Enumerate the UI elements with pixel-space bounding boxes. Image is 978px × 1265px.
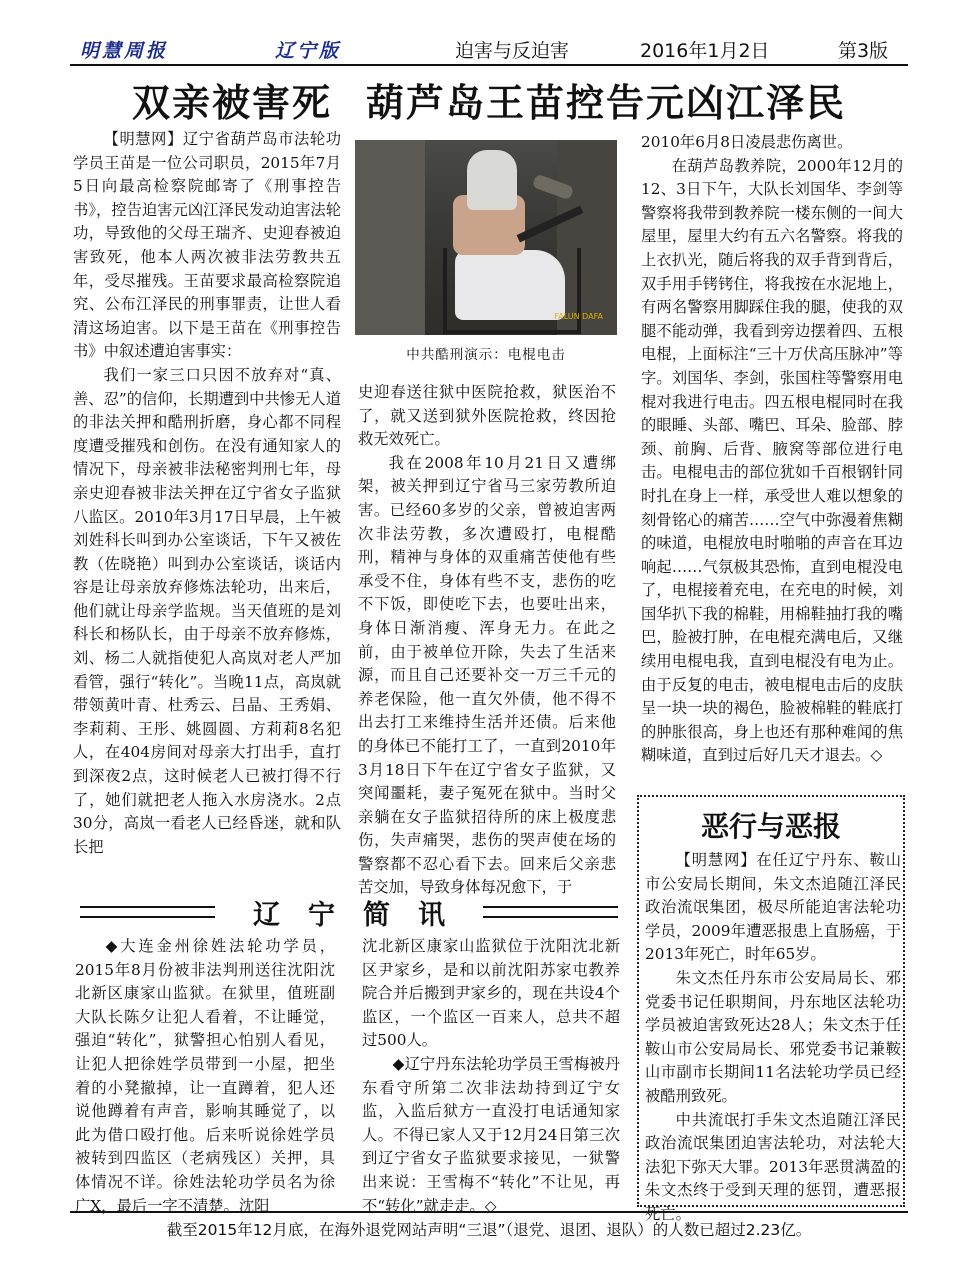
retribution-paragraph: 朱文杰任丹东市公安局局长、邪党委书记任职期间，丹东地区法轮功学员被迫害致死达28人；朱文杰于任鞍山市公安局局长、邪党委书记兼鞍山市副市长期间11名法轮功学员已经被酷刑致死。 — [645, 968, 901, 1105]
paper-name: 明慧周报 — [80, 40, 169, 62]
article-column-1 — [73, 128, 341, 859]
main-headline — [70, 72, 908, 127]
briefs-section-title — [70, 895, 628, 929]
article-paragraph: 2010年6月8日凌晨悲伤离世。 — [641, 133, 853, 151]
article-column-3 — [641, 131, 903, 768]
photo-caption: 中共酷刑演示：电棍电击 — [406, 347, 566, 363]
retribution-paragraph: 中共流氓打手朱文杰追随江泽民政治流氓集团迫害法轮功，对法轮大法犯下弥天大罪。2013年恶贯满盈的朱文杰终于受到天理的惩罚，遭恶报死亡。 — [645, 1110, 901, 1223]
photo-watermark: FALUN DAFA — [554, 312, 603, 321]
brief-item: ◆辽宁丹东法轮功学员王雪梅被丹东看守所第二次非法劫持到辽宁女监，入监后狱方一直没打电话通知家人。不得已家人又于12月24日第三次到辽宁省女子监狱要求接见，一狱警出来说：王雪梅不“转化”不让见，再不“转化”就走走。◇ — [362, 1054, 620, 1215]
article-paragraph: 在葫芦岛教养院，2000年12月的12、3日下午，大队长刘国华、李剑等警察将我带到教养院一楼东侧的一间大屋里，屋里大约有五六名警察。将我的上衣扒光，随后将我的双手背到背后，双手用手铐铐住，将我按在水泥地上，有两名警察用脚踩住我的腿，使我的双腿不能动弹，我看到旁边摆着四、五根电棍，上面标注“三十万伏高压脉冲”等字。刘国华、李剑，张国柱等警察用电棍对我进行电击。四五根电棍同时在我的眼睡、头部、嘴巴、耳朵、脸部、脖颈、前胸、后背、腋窝等部位进行电击。电棍电击的部位犹如千百根钢针同时扎在身上一样，承受世人难以想象的刻骨铭心的痛苦……空气中弥漫着焦糊的味道，电棍放电时啪啪的声音在耳边响起……气氛极其恐怖，直到电棍没电了，电棍接着充电，在充电的时候，刘国华扒下我的棉鞋，用棉鞋抽打我的嘴巴，脸被打肿，在电棍充满电后，又继续用电棍电我，直到电棍没有电为止。由于反复的电击，被电棍电击后的皮肤呈一块一块的褐色，脸被棉鞋的鞋底打的肿胀很高，身上也还有那种难闻的焦糊味道，直到过后好几天才退去。◇ — [641, 156, 903, 765]
torture-demo-photo — [355, 140, 617, 335]
article-lead-paragraph: 【明慧网】辽宁省葫芦岛市法轮功学员王苗是一位公司职员，2015年7月5日向最高检察院邮寄了《刑事控告书》，控告迫害元凶江泽民发动迫害法轮功，导致他的父母王瑞齐、史迎春被迫害致死，他本人两次被非法劳教共五年，受尽摧残。王苗要求最高检察院追究、公布江泽民的刑事罪责，让世人看清这场迫害。以下是王苗在《刑事控告书》中叙述遭迫害事实： — [73, 130, 341, 361]
briefs-column-1 — [75, 935, 335, 1218]
retribution-box — [637, 795, 905, 1223]
brief-item: 沈北新区康家山监狱位于沈阳沈北新区尹家乡，是和以前沈阳苏家屯教养院合并后搬到尹家乡的，现在共设4个监区，一个监区一百来人，总共不超过500人。 — [362, 937, 620, 1050]
page-number: 第3版 — [838, 40, 889, 62]
section-label: 迫害与反迫害 — [455, 40, 570, 62]
article-paragraph: 我们一家三口只因不放弃对“真、善、忍”的信仰，长期遭到中共惨无人道的非法关押和酷刑折磨，身心都不同程度遭受摧残和创伤。在没有通知家人的情况下，母亲被非法秘密判刑七年，母亲史迎春被非法关押在辽宁省女子监狱八监区。2010年3月17日早晨，上午被刘姓科长叫到办公室谈话，下午又被佐教（佐晓艳）叫到办公室谈话，谈话内容是让母亲放弃修炼法轮功，出来后，他们就让母亲学监规。当天值班的是刘科长和杨队长，由于母亲不放弃修炼，刘、杨二人就指使犯人高岚对老人严加看管，强行“转化”。当晚11点，高岚就带领黄叶青、杜秀云、吕晶、王秀娟、李莉莉、王彤、姚圆圆、方莉莉8名犯人，在404房间对母亲大打出手，直打到深夜2点，这时候老人已被打得不行了，她们就把老人拖入水房浇水。2点30分，高岚一看老人已经昏迷，就和队长把 — [73, 365, 341, 856]
retribution-paragraph: 【明慧网】在任辽宁丹东、鞍山市公安局长期间，朱文杰追随江泽民政治流氓集团，极尽所能迫害法轮功学员，2009年遭恶报患上直肠癌，于2013年死亡，时年65岁。 — [645, 851, 901, 964]
article-column-2 — [358, 381, 616, 900]
article-paragraph: 史迎春送往狱中医院抢救，狱医治不了，就又送到狱外医院抢救，终因抢救无效死亡。 — [358, 383, 616, 449]
footer-banner: 截至2015年12月底，在海外退党网站声明“三退”（退党、退团、退队）的人数已超过2.23亿。 — [166, 1221, 812, 1239]
retribution-title: 恶行与恶报 — [700, 810, 841, 843]
article-paragraph: 我在2008年10月21日又遭绑架，被关押到辽宁省马三家劳教所迫害。已经60多岁的父亲，曾被迫害两次非法劳教，多次遭殴打，电棍酷刑，精神与身体的双重痛苦使他有些承受不住，身体有些不支，悲伤的吃不下饭，即使吃下去，也要吐出来，身体日渐消瘦、浑身无力。在此之前，由于被单位开除，失去了生活来源，而且自己还要补交一万三千元的养老保险，他一直欠外债，他不得不出去打工来维持生活并还债。后来他的身体已不能打工了，一直到2010年3月18日下午在辽宁省女子监狱，又突闻噩耗，妻子冤死在狱中。当时父亲躺在女子监狱招待所的床上极度悲伤，失声痛哭，悲伤的哭声使在场的警察都不忍心看下去。回来后父亲悲苦交加，导致身体每况愈下，于 — [358, 453, 616, 897]
footer-divider — [70, 1211, 908, 1213]
edition-label: 辽宁版 — [275, 40, 342, 62]
retribution-text — [645, 849, 901, 1227]
brief-item: ◆大连金州徐姓法轮功学员，2015年8月份被非法判刑送往沈阳沈北新区康家山监狱。在狱里，值班副大队长陈夕让犯人看着，不让睡觉，强迫“转化”，狱警担心怕别人看见，让犯人把徐姓学员带到一小屋，把坐着的小凳撤掉，让一直蹲着，犯人还说他蹲着有声音，影响其睡觉了，以此为借口殴打他。后来听说徐姓学员被转到四监区（老病残区）关押，具体情况不详。徐姓法轮功学员名为徐广X，最后一字不清楚。沈阳 — [75, 937, 335, 1215]
issue-date: 2016年1月2日 — [640, 40, 770, 62]
page-header — [70, 34, 908, 66]
headline-part1: 双亲被害死 — [131, 80, 332, 125]
briefs-column-2 — [362, 935, 620, 1218]
headline-part2: 葫芦岛王苗控告元凶江泽民 — [366, 80, 847, 125]
briefs-title: 辽宁简讯 — [253, 899, 473, 931]
